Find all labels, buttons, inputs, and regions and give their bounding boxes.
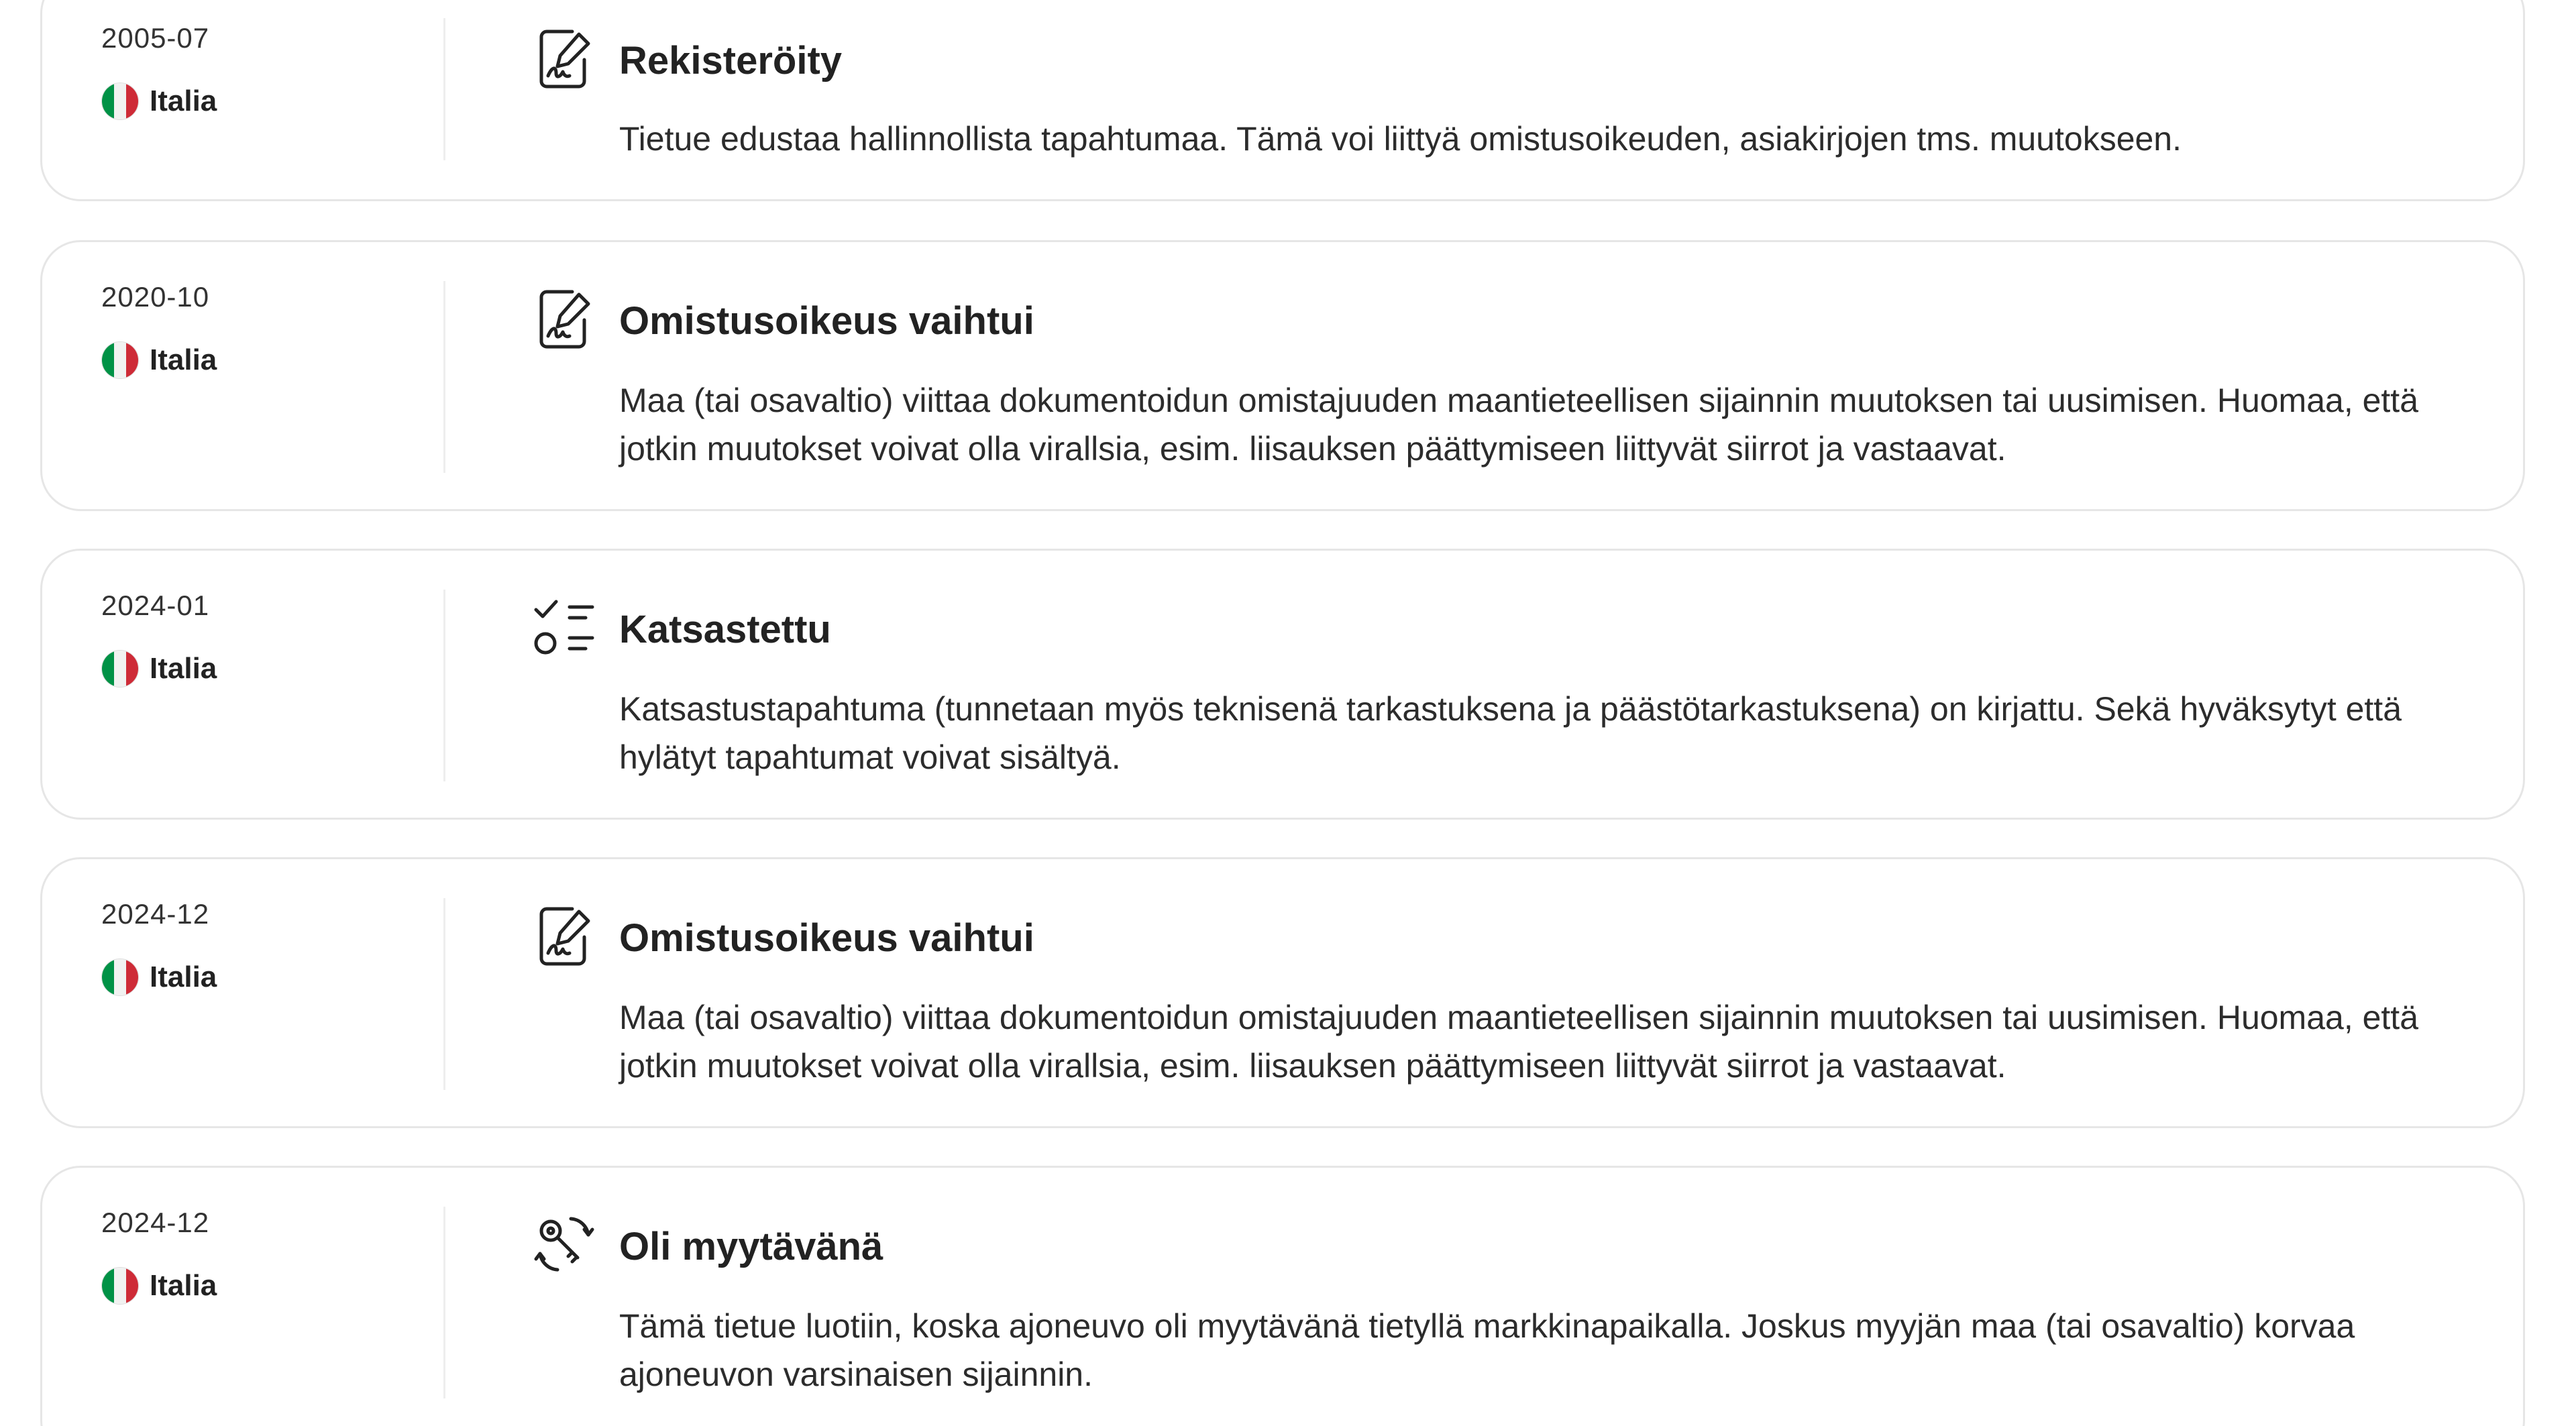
event-title: Oli myytävänä: [619, 1225, 883, 1268]
event-title: Rekisteröity: [619, 39, 843, 83]
country-name: Italia: [150, 1269, 217, 1302]
divider: [443, 281, 445, 473]
timeline-event-card: [40, 1166, 2525, 1426]
timeline-event-card: [40, 0, 2525, 201]
event-date: 2024-01: [101, 590, 210, 621]
country-name: Italia: [150, 961, 217, 993]
divider: [443, 1207, 445, 1398]
document-sign-icon: [531, 285, 598, 352]
event-date: 2024-12: [101, 898, 210, 930]
divider: [443, 18, 445, 160]
event-title: Katsastettu: [619, 608, 831, 651]
event-description: Katsastustapahtuma (tunnetaan myös teknisenä tarkastuksena ja päästötarkastuksena) on kirjattu. Sekä hyväksytyt että hylätyt tapahtumat voivat sisältyä.: [619, 690, 2402, 776]
key-exchange-icon: [531, 1211, 598, 1278]
checklist-icon: [531, 594, 598, 661]
timeline-event-card: [40, 549, 2525, 820]
italy-flag-icon: [101, 958, 139, 996]
country-name: Italia: [150, 652, 217, 685]
italy-flag-icon: [101, 83, 139, 120]
divider: [443, 898, 445, 1090]
timeline-event-card: [40, 240, 2525, 511]
event-country: [101, 1267, 437, 1305]
event-description: Tämä tietue luotiin, koska ajoneuvo oli myytävänä tietyllä markkinapaikalla. Joskus myyjän maa (tai osavaltio) korvaa ajoneuvon varsinaisen sijainnin.: [619, 1307, 2355, 1393]
document-sign-icon: [531, 902, 598, 969]
event-country: [101, 83, 437, 120]
event-title: Omistusoikeus vaihtui: [619, 916, 1034, 960]
timeline-event-card: [40, 857, 2525, 1128]
italy-flag-icon: [101, 1267, 139, 1305]
event-country: [101, 958, 437, 996]
event-date: 2005-07: [101, 22, 210, 54]
event-country: [101, 650, 437, 688]
event-date: 2024-12: [101, 1207, 210, 1238]
event-date: 2020-10: [101, 281, 210, 313]
italy-flag-icon: [101, 650, 139, 688]
event-description: Maa (tai osavaltio) viittaa dokumentoidun omistajuuden maantieteellisen sijainnin muutoksen tai uusimisen. Huomaa, että jotkin muutokset voivat olla virallsia, esim. liisauksen päättymiseen liittyvät siirrot ja vastaavat.: [619, 382, 2419, 468]
event-title: Omistusoikeus vaihtui: [619, 299, 1034, 343]
italy-flag-icon: [101, 341, 139, 379]
event-description: Tietue edustaa hallinnollista tapahtumaa. Tämä voi liittyä omistusoikeuden, asiakirjojen tms. muutokseen.: [619, 120, 2182, 158]
event-description: Maa (tai osavaltio) viittaa dokumentoidun omistajuuden maantieteellisen sijainnin muutoksen tai uusimisen. Huomaa, että jotkin muutokset voivat olla virallsia, esim. liisauksen päättymiseen liittyvät siirrot ja vastaavat.: [619, 999, 2419, 1085]
country-name: Italia: [150, 343, 217, 376]
event-country: [101, 341, 437, 379]
document-sign-icon: [531, 25, 598, 92]
divider: [443, 590, 445, 781]
country-name: Italia: [150, 85, 217, 117]
